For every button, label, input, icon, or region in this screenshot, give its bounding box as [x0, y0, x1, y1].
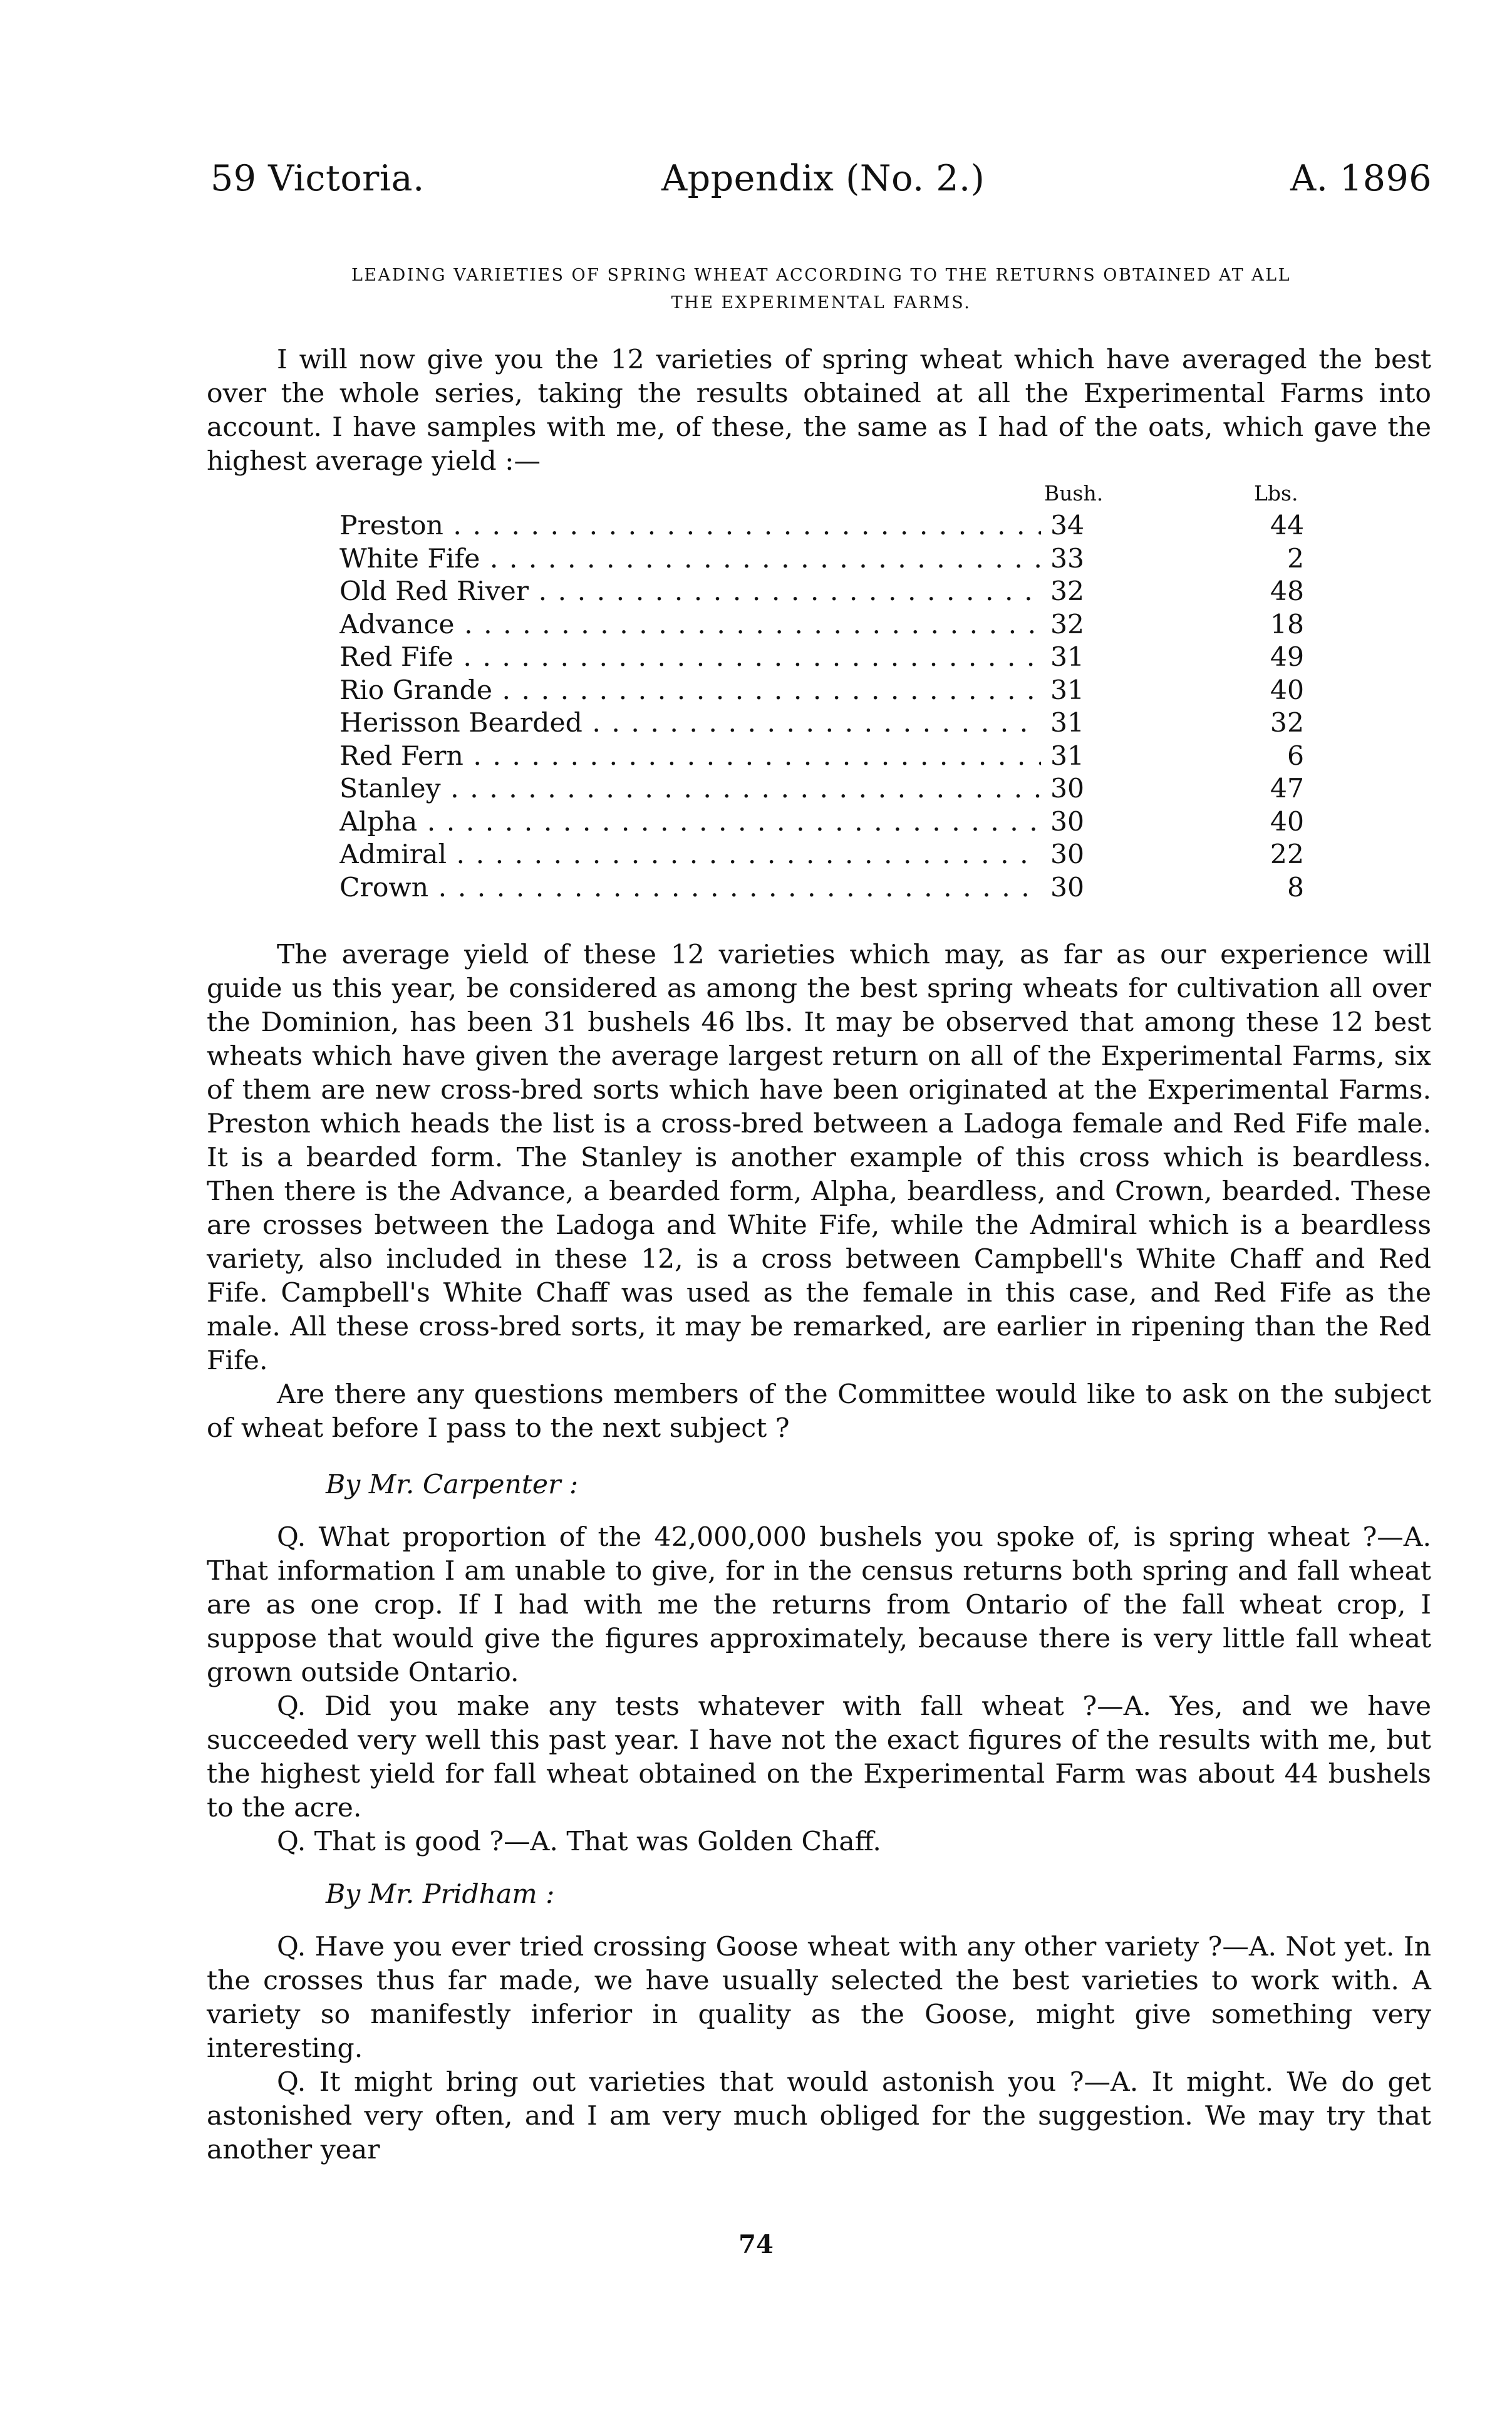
- speaker-carpenter: By Mr. Carpenter :: [326, 1469, 579, 1500]
- yield-bushels: 31: [1050, 708, 1085, 738]
- yield-bushels: 33: [1050, 543, 1085, 574]
- header-session: 59 Victoria.: [210, 158, 425, 199]
- yield-pounds: 48: [1270, 576, 1304, 607]
- yield-bushels: 30: [1050, 774, 1085, 804]
- col-header-bushels: Bush.: [1044, 481, 1104, 505]
- table-row: [339, 773, 1304, 806]
- table-row: [339, 641, 1304, 675]
- yield-bushels: 32: [1050, 609, 1085, 640]
- question-fall-wheat: Q. Did you make any tests whatever with fall wheat ?—A. Yes, and we have succeeded very well this past year. I have not the exact figures of the results with me, but the highest yield for fall wheat obtained on the Experimental Farm was about 44 bushels to the acre.: [207, 1691, 1431, 1823]
- question-spring-wheat: Q. What proportion of the 42,000,000 bushels you spoke of, is spring wheat ?—A. That information I am unable to give, for in the census returns both spring and fall wheat are as one crop. If I had with me the returns from Ontario of the fall wheat crop, I suppose that would give the figures approximately, because there is very little fall wheat grown outside Ontario.: [207, 1522, 1431, 1688]
- variety-name: Admiral . . .: [339, 839, 1041, 872]
- table-header: [339, 475, 1304, 510]
- yield-pounds: 49: [1270, 642, 1304, 673]
- yield-pounds: 44: [1270, 510, 1304, 541]
- yield-pounds: 47: [1270, 774, 1304, 804]
- paragraph-average-yield: The average yield of these 12 varieties which may, as far as our experience will guide us this year, be considered as among the best spring wheats for cultivation all over the Dominion, has been 31 bushels 46 lbs. It may be observed that among these 12 best wheats which have given the average largest return on all of the Experimental Farms, six of them are new cross-bred sorts which have been originated at the Experimental Farms. Preston which heads the list is a cross-bred between a Ladoga female and Red Fife male. It is a bearded form. The Stanley is another example of this cross which is beardless. Then there is the Advance, a bearded form, Alpha, beardless, and Crown, bearded. These are crosses between the Ladoga and White Fife, while the Admiral which is a beardless variety, also included in these 12, is a cross between Campbell's White Chaff and Red Fife. Campbell's White Chaff was used as the female in this case, and Red Fife as the male. All these cross-bred sorts, it may be remarked, are earlier in ripening than the Red Fife.: [207, 940, 1431, 1376]
- variety-name: Alpha . . .: [339, 806, 1041, 839]
- speaker-pridham: By Mr. Pridham :: [326, 1879, 555, 1910]
- yield-pounds: 8: [1287, 872, 1304, 903]
- section-caption: [210, 262, 1432, 317]
- yield-pounds: 32: [1270, 708, 1304, 738]
- yield-pounds: 18: [1270, 609, 1304, 640]
- yield-pounds: 40: [1270, 806, 1304, 837]
- intro-text: [207, 343, 1431, 479]
- col-header-pounds: Lbs.: [1254, 481, 1298, 505]
- variety-name: Rio Grande . . .: [339, 675, 1041, 708]
- yield-bushels: 34: [1050, 510, 1085, 541]
- table-row: [339, 707, 1304, 740]
- intro-paragraph: I will now give you the 12 varieties of spring wheat which have averaged the best over the whole series, taking the results obtained at all the Experimental Farms into account. I have samples with me, of these, the same as I had of the oats, which gave the highest average yield :—: [207, 344, 1431, 477]
- variety-name: Preston . . .: [339, 510, 1041, 543]
- variety-name: Advance . . .: [339, 609, 1041, 642]
- page-number: 74: [738, 2230, 774, 2259]
- table-row: [339, 576, 1304, 609]
- table-row: [339, 740, 1304, 774]
- yield-pounds: 2: [1287, 543, 1304, 574]
- yield-pounds: 22: [1270, 839, 1304, 870]
- table-row: [339, 510, 1304, 543]
- variety-name: Red Fern . . .: [339, 740, 1041, 774]
- table-row: [339, 839, 1304, 872]
- yield-pounds: 40: [1270, 675, 1304, 706]
- header-document-number: A. 1896: [1290, 158, 1432, 199]
- header-appendix: Appendix (No. 2.): [661, 158, 985, 199]
- caption-line-2: THE EXPERIMENTAL FARMS.: [671, 293, 971, 313]
- yield-table: [339, 475, 1304, 904]
- yield-bushels: 31: [1050, 740, 1085, 772]
- yield-bushels: 30: [1050, 806, 1085, 837]
- yield-bushels: 32: [1050, 576, 1085, 607]
- yield-bushels: 31: [1050, 675, 1085, 706]
- table-body: [339, 510, 1304, 904]
- variety-name: Red Fife . . .: [339, 641, 1041, 675]
- variety-name: Old Red River . . .: [339, 576, 1041, 609]
- variety-name: White Fife . . .: [339, 543, 1041, 576]
- page-header: [210, 158, 1432, 214]
- yield-pounds: 6: [1287, 740, 1304, 772]
- yield-bushels: 30: [1050, 872, 1085, 903]
- table-row: [339, 543, 1304, 576]
- question-goose-wheat: Q. Have you ever tried crossing Goose wheat with any other variety ?—A. Not yet. In the crosses thus far made, we have usually selected the best varieties to work with. A variety so manifestly inferior in quality as the Goose, might give something very interesting.: [207, 1932, 1431, 2064]
- discussion-text: [207, 938, 1431, 2167]
- yield-bushels: 31: [1050, 642, 1085, 673]
- variety-name: Stanley . . .: [339, 773, 1041, 806]
- table-row: [339, 609, 1304, 642]
- question-golden-chaff: Q. That is good ?—A. That was Golden Chaff.: [277, 1826, 881, 1857]
- table-row: [339, 806, 1304, 839]
- variety-name: Herisson Bearded . . .: [339, 707, 1041, 740]
- table-row: [339, 872, 1304, 905]
- caption-line-1: LEADING VARIETIES OF SPRING WHEAT ACCORDING TO THE RETURNS OBTAINED AT ALL: [351, 266, 1292, 285]
- yield-bushels: 30: [1050, 839, 1085, 870]
- paragraph-questions: Are there any questions members of the Committee would like to ask on the subject of wheat before I pass to the next subject ?: [207, 1379, 1431, 1444]
- variety-name: Crown . . .: [339, 872, 1041, 905]
- table-row: [339, 675, 1304, 708]
- question-astonish: Q. It might bring out varieties that would astonish you ?—A. It might. We do get astonished very often, and I am very much obliged for the suggestion. We may try that another year: [207, 2067, 1431, 2165]
